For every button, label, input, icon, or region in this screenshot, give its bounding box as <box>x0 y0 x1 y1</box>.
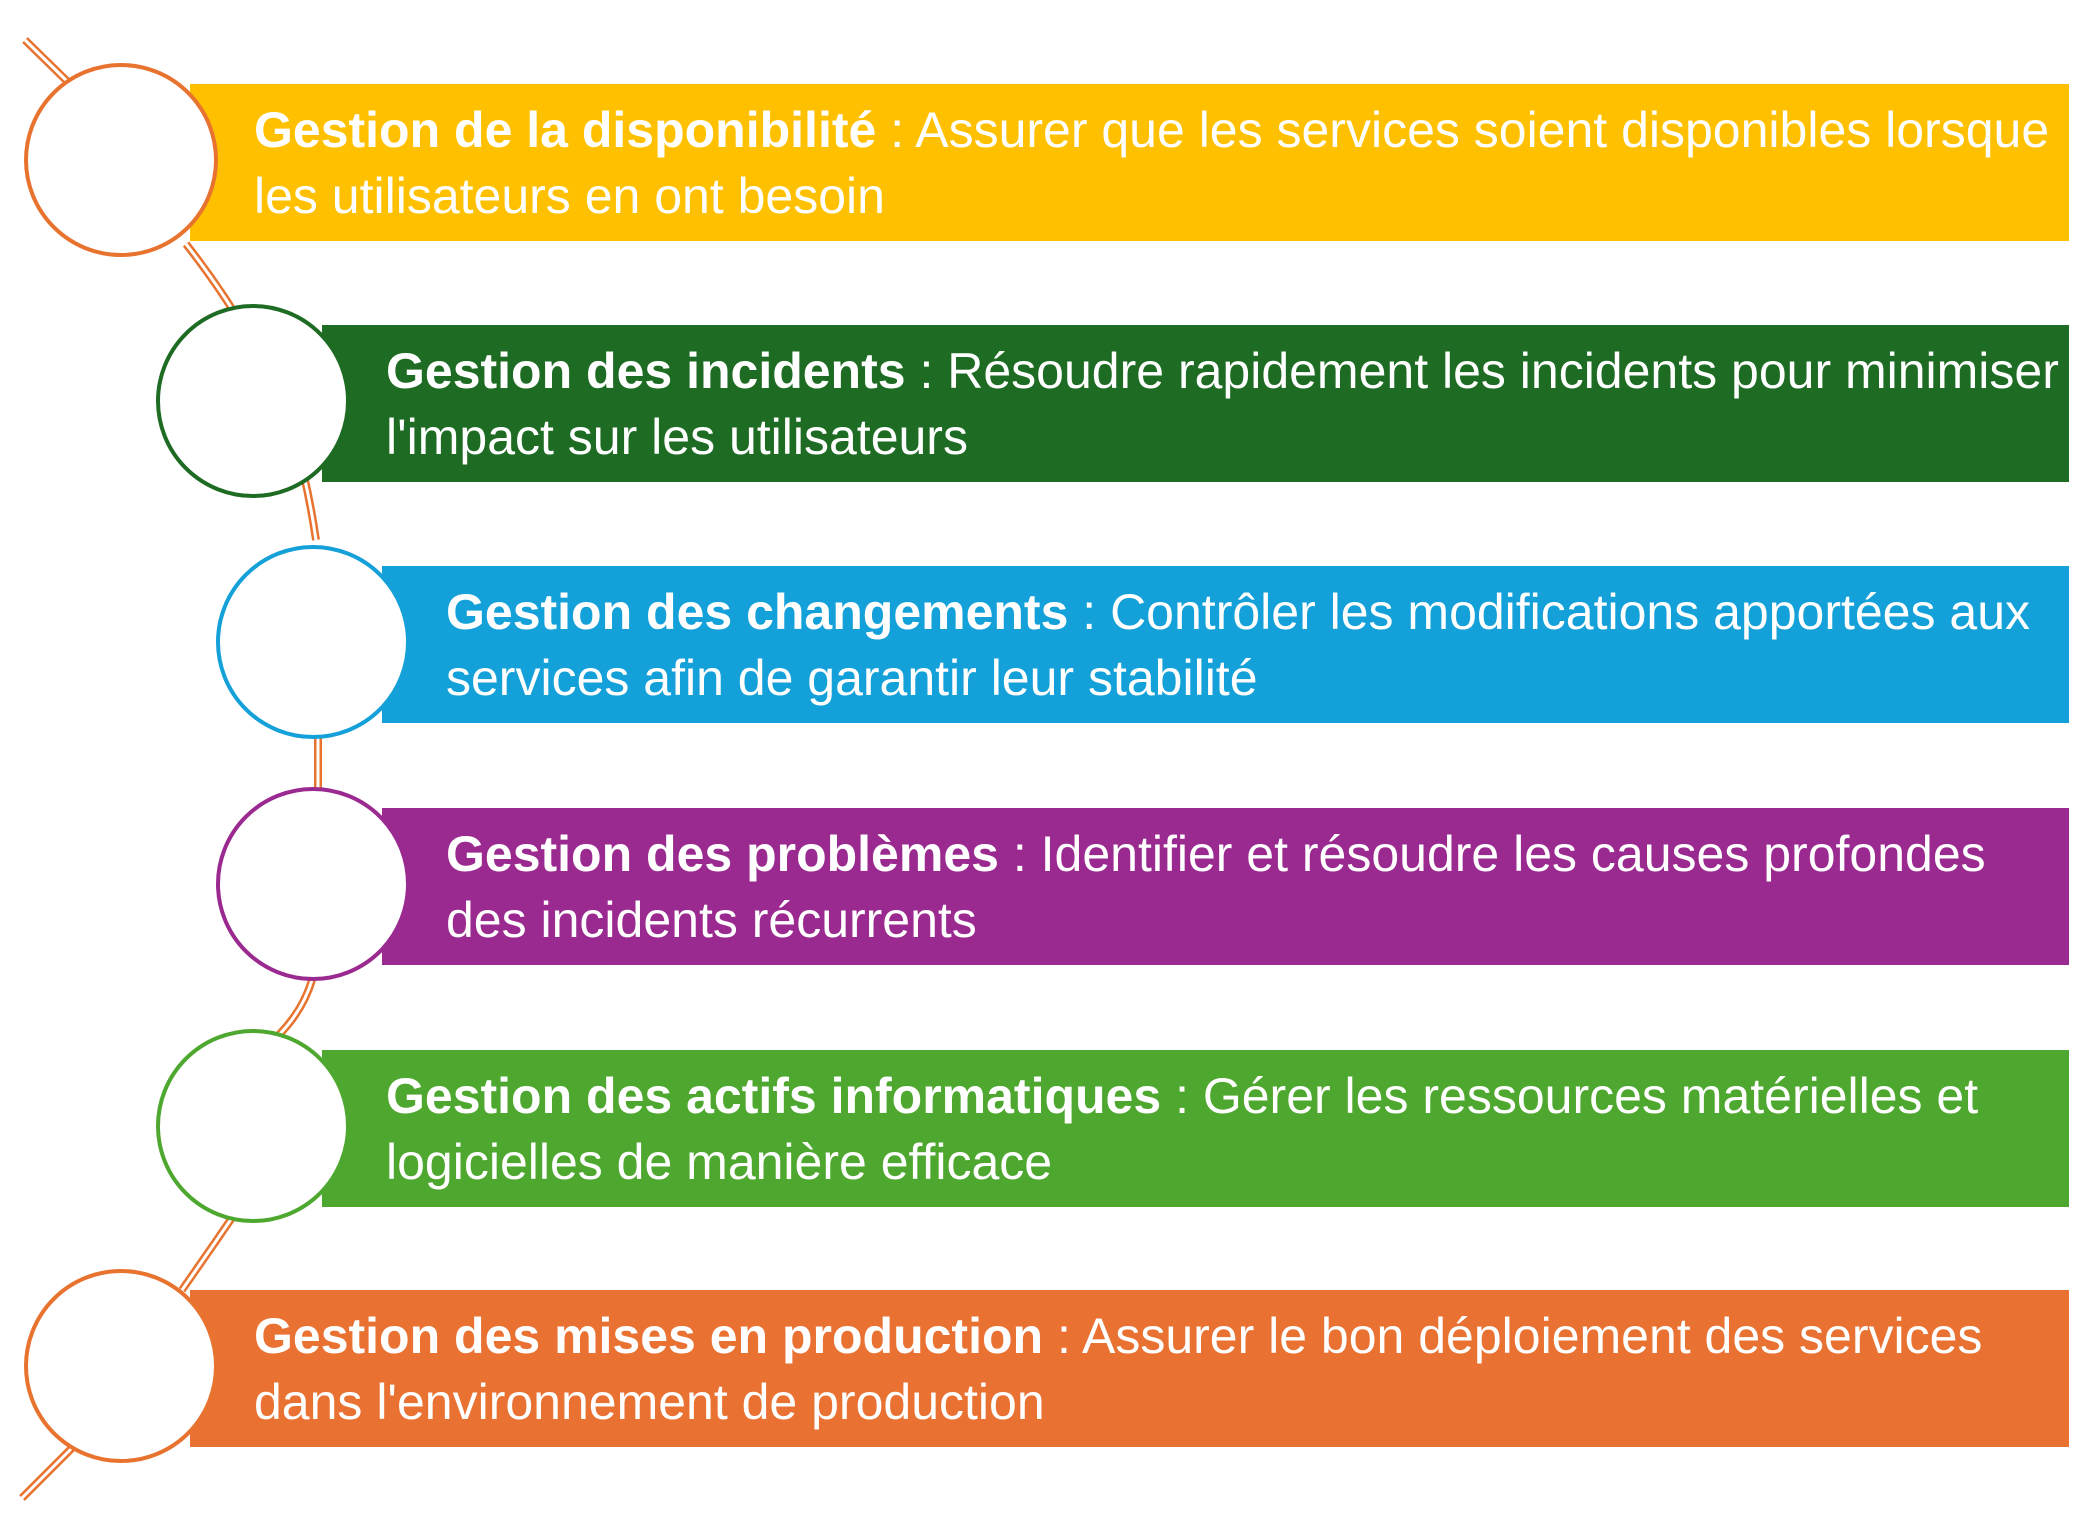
connector-segment-4-inner <box>182 1212 236 1290</box>
step-title-releases: Gestion des mises en production <box>254 1307 1044 1364</box>
step-separator: : <box>1161 1067 1203 1124</box>
step-separator: : <box>876 101 916 158</box>
step-text-incidents <box>322 338 2069 470</box>
step-band-releases <box>190 1290 2069 1447</box>
step-circle-releases <box>24 1269 218 1463</box>
step-band-changes <box>382 566 2069 723</box>
step-description-assets: Gérer les ressources matérielles et logicielles de manière efficace <box>386 1067 1979 1190</box>
step-text-availability <box>190 97 2069 229</box>
step-separator: : <box>1068 583 1111 640</box>
step-separator: : <box>1043 1307 1082 1364</box>
step-band-availability <box>190 84 2069 241</box>
step-circle-problems <box>216 787 410 981</box>
step-separator: : <box>998 825 1041 882</box>
step-title-problems: Gestion des problèmes <box>446 825 999 882</box>
step-text-changes <box>382 579 2069 711</box>
step-band-assets <box>322 1050 2069 1207</box>
connector-segment-bottom-inner <box>22 1448 72 1498</box>
step-title-availability: Gestion de la disponibilité <box>254 101 877 158</box>
step-title-assets: Gestion des actifs informatiques <box>386 1067 1162 1124</box>
step-description-releases: Assurer le bon déploiement des services dans l'environnement de production <box>254 1307 1983 1430</box>
step-title-incidents: Gestion des incidents <box>386 342 906 399</box>
step-description-problems: Identifier et résoudre les causes profondes des incidents récurrents <box>446 825 1986 948</box>
step-circle-incidents <box>156 304 350 498</box>
step-band-problems <box>382 808 2069 965</box>
step-text-problems <box>382 821 2069 953</box>
step-text-assets <box>322 1063 2069 1195</box>
step-separator: : <box>905 342 948 399</box>
step-circle-assets <box>156 1029 350 1223</box>
connector-segment-top-inner <box>25 40 72 86</box>
step-title-changes: Gestion des changements <box>446 583 1069 640</box>
step-description-incidents: Résoudre rapidement les incidents pour minimiser l'impact sur les utilisateurs <box>386 342 2059 465</box>
step-circle-availability <box>24 63 218 257</box>
connector-curve-lines <box>22 40 318 1498</box>
step-description-changes: Contrôler les modifications apportées aux services afin de garantir leur stabilité <box>446 583 2030 706</box>
step-band-incidents <box>322 325 2069 482</box>
step-circle-changes <box>216 545 410 739</box>
step-text-releases <box>190 1303 2069 1435</box>
step-description-availability: Assurer que les services soient disponibles lorsque les utilisateurs en ont besoin <box>254 101 2050 224</box>
